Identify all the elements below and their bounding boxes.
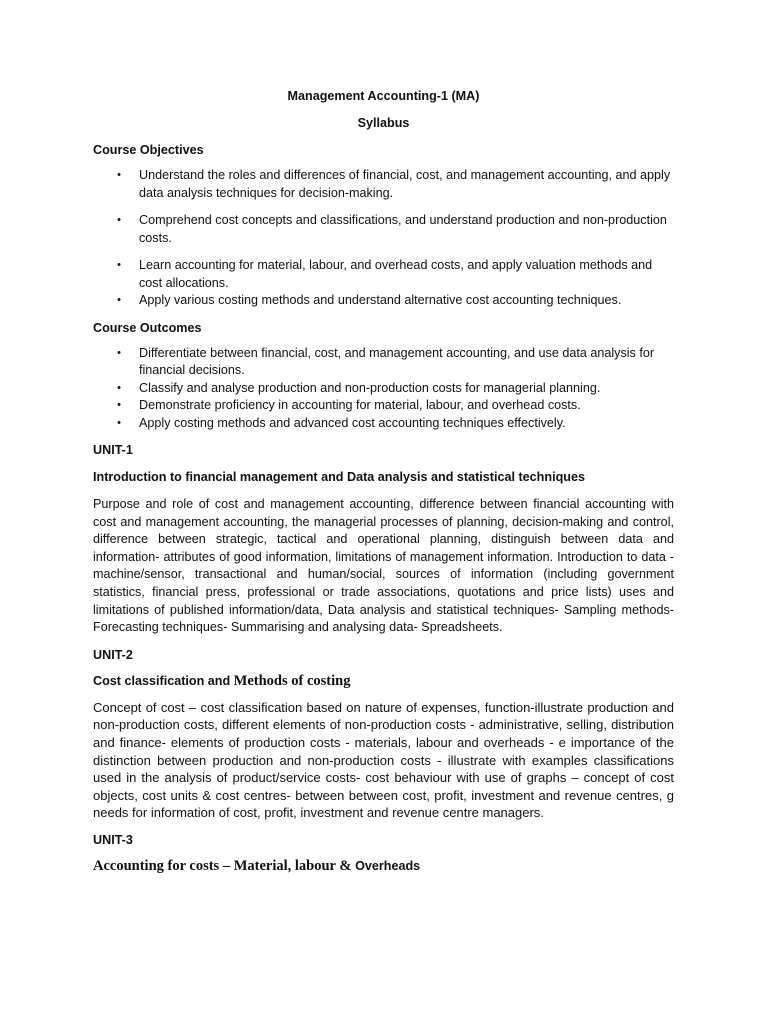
unit-2-body: Concept of cost – cost classification based on nature of expenses, function-illustrate production and non-production costs, different elements of non-production costs - administrative, selling, distribution and finance- elements of production costs - materials, labour and overheads - e importance of the distinction between production and non-production costs - illustrate with examples classifications used in the analysis of product/service costs- cost behaviour with use of graphs – concept of cost objects, cost units & cost centres- between between cost, profit, investment and revenue centres, g needs for information of cost, profit, investment and revenue centre managers. <box>93 699 674 821</box>
bullet-icon: • <box>117 381 121 394</box>
unit-1-title: Introduction to financial management and Data analysis and statistical techniques <box>93 470 585 484</box>
course-objectives-list <box>93 167 674 310</box>
bullet-icon: • <box>117 416 121 429</box>
list-item: • Comprehend cost concepts and classifications, and understand production and non-production costs. <box>93 212 674 247</box>
page-title: Management Accounting-1 (MA) <box>287 89 480 103</box>
list-item: • Apply various costing methods and understand alternative cost accounting techniques. <box>93 292 674 310</box>
bullet-icon: • <box>117 169 121 181</box>
course-outcomes-list <box>93 345 674 433</box>
list-item: • Apply costing methods and advanced cost accounting techniques effectively. <box>93 415 674 433</box>
list-item: • Classify and analyse production and non-production costs for managerial planning. <box>93 380 674 398</box>
unit-1-label: UNIT-1 <box>93 443 133 457</box>
document-content <box>93 88 674 875</box>
unit-2-title: Cost classification and Methods of costing <box>93 672 351 689</box>
unit-2-label: UNIT-2 <box>93 647 133 662</box>
unit-1-body: Purpose and role of cost and management accounting, difference between financial accounting with cost and management accounting, the managerial processes of planning, decision-making and control, difference between strategic, tactical and operational planning, distinguish between data and information- attributes of good information, limitations of management information. Introduction to data -machine/sensor, transactional and human/social, sources of information (including government statistics, financial press, professional or trade associations, quotations and price lists) uses and limitations of published information/data, Data analysis and statistical techniques- Sampling methods- Forecasting techniques- Summarising and analysing data- Spreadsheets. <box>93 497 674 635</box>
list-item: • Differentiate between financial, cost, and management accounting, and use data analysis for financial decisions. <box>93 345 674 380</box>
course-outcomes-heading: Course Outcomes <box>93 320 202 335</box>
bullet-icon: • <box>117 399 121 411</box>
list-item: • Demonstrate proficiency in accounting for material, labour, and overhead costs. <box>93 397 674 415</box>
bullet-icon: • <box>117 214 121 226</box>
bullet-icon: • <box>117 346 121 359</box>
bullet-icon: • <box>117 294 121 306</box>
list-item: • Learn accounting for material, labour, and overhead costs, and apply valuation methods and cost allocations. <box>93 257 674 292</box>
list-item: • Understand the roles and differences of financial, cost, and management accounting, and apply data analysis techniques for decision-making. <box>93 167 674 202</box>
unit-3-title: Accounting for costs – Material, labour & Overheads <box>93 857 421 874</box>
bullet-icon: • <box>117 259 121 271</box>
course-objectives-heading: Course Objectives <box>93 143 204 157</box>
page-subtitle: Syllabus <box>357 116 410 130</box>
unit-3-label: UNIT-3 <box>93 832 133 847</box>
